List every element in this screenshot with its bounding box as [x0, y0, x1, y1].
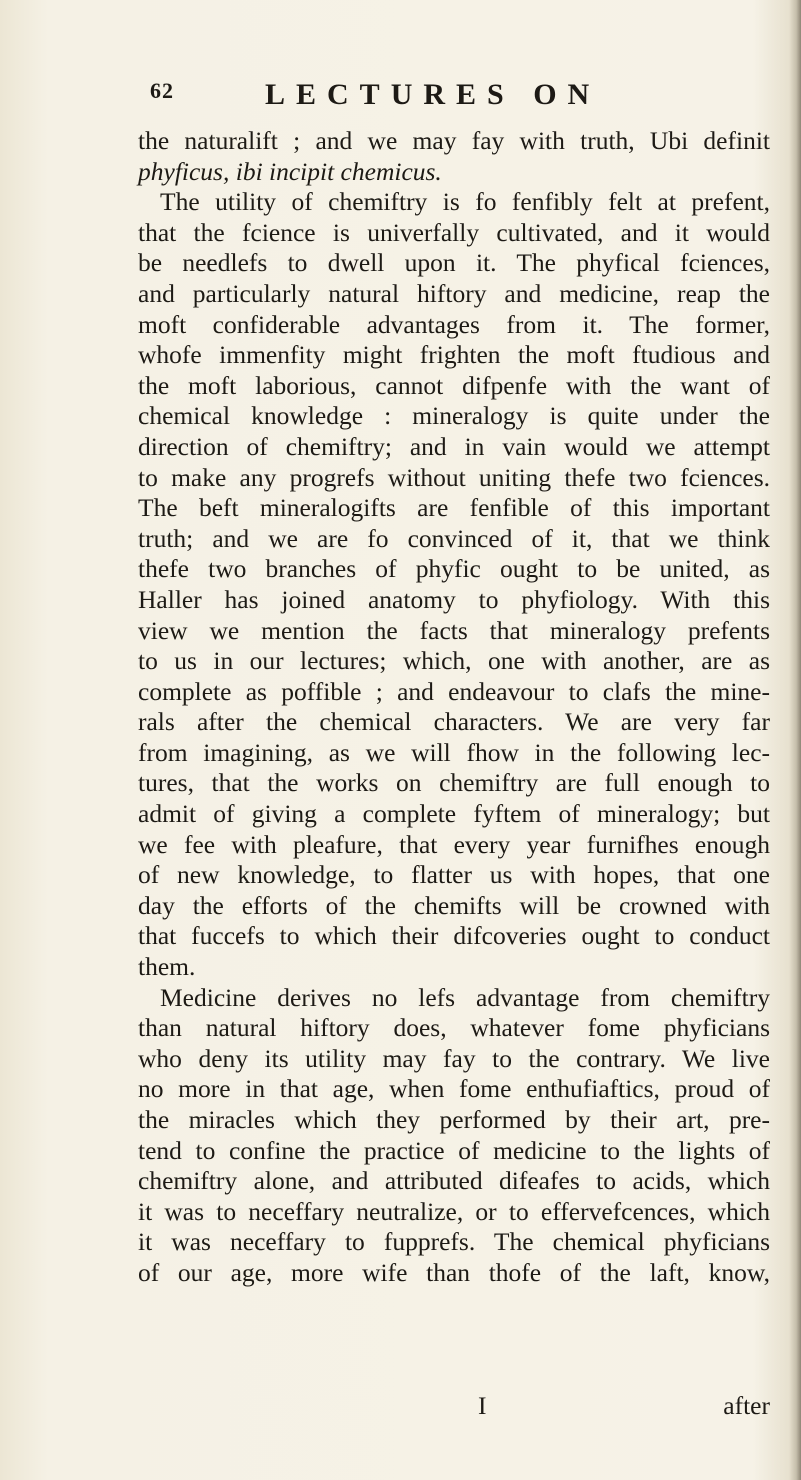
text-line: complete as poffible ; and endeavour to clafs the mine-	[138, 676, 770, 706]
body-text	[138, 126, 770, 1289]
text-line: direction of chemiftry; and in vain would we attempt	[138, 431, 770, 461]
signature-mark: I	[478, 1391, 487, 1420]
text-line: than natural hiftory does, whatever fome phyficians	[138, 1013, 770, 1043]
text-line: the miracles which they performed by their art, pre-	[138, 1105, 770, 1134]
text-line: to make any progrefs without uniting thefe two fciences.	[138, 462, 770, 492]
text-line: of new knowledge, to flatter us with hopes, that one	[138, 860, 770, 890]
text-line: we fee with pleafure, that every year furnifhes enough	[138, 829, 770, 859]
text-line: chemiftry alone, and attributed difeafes to acids, which	[138, 1166, 770, 1196]
text-line: thefe two branches of phyfic ought to be united, as	[138, 554, 770, 584]
text-line: Medicine derives no lefs advantage from chemiftry	[160, 982, 770, 1012]
text-line: that fuccefs to which their difcoveries ought to conduct	[138, 921, 770, 951]
text-line: the moft laborious, cannot difpenfe with the want of	[138, 370, 770, 400]
text-line: chemical knowledge : mineralogy is quite under the	[138, 401, 770, 431]
text-line: that the fcience is univerfally cultivated, and it would	[138, 217, 770, 247]
text-line: day the efforts of the chemifts will be crowned with	[138, 890, 770, 920]
text-line: truth; and we are fo convinced of it, that we think	[138, 523, 770, 553]
running-head	[150, 78, 770, 118]
text-line: tend to confine the practice of medicine to the lights of	[138, 1135, 770, 1165]
catchword: after	[723, 1391, 770, 1420]
text-line: be needlefs to dwell upon it. The phyfical fciences,	[138, 248, 770, 278]
text-line: and particularly natural hiftory and medicine, reap the	[138, 278, 770, 308]
page-edge-shadow	[789, 0, 801, 1480]
text-line: from imagining, as we will fhow in the following lec-	[138, 737, 770, 767]
text-line: them.	[138, 952, 196, 982]
text-line: who deny its utility may fay to the contrary. We live	[138, 1043, 770, 1073]
footer-row	[138, 1391, 770, 1422]
text-line: view we mention the facts that mineralogy prefents	[138, 615, 770, 645]
text-line: The utility of chemiftry is fo fenfibly felt at prefent,	[160, 187, 770, 217]
text-line: moft confiderable advantages from it. The former,	[138, 309, 770, 339]
text-line: the naturalift ; and we may fay with truth, Ubi definit	[138, 126, 770, 155]
text-line: Haller has joined anatomy to phyfiology. With this	[138, 584, 770, 614]
text-line: rals after the chemical characters. We are very far	[138, 707, 770, 737]
text-line: it was to neceffary neutralize, or to effervefcences, which	[138, 1196, 770, 1226]
page-number: 62	[150, 78, 174, 103]
text-line: tures, that the works on chemiftry are full enough to	[138, 768, 770, 798]
text-line: it was neceffary to fupprefs. The chemical phyficians	[138, 1227, 770, 1257]
text-line: The beft mineralogifts are fenfible of this important	[138, 493, 770, 523]
text-line: phyficus, ibi incipit chemicus.	[138, 156, 442, 186]
text-line: to us in our lectures; which, one with another, are as	[138, 646, 770, 676]
text-line: admit of giving a complete fyftem of mineralogy; but	[138, 799, 770, 829]
text-line: whofe immenfity might frighten the moft ftudious and	[138, 340, 770, 370]
text-line: of our age, more wife than thofe of the laft, know,	[138, 1257, 770, 1287]
running-title: LECTURES ON	[265, 78, 601, 111]
text-line: no more in that age, when fome enthufiaftics, proud of	[138, 1074, 770, 1104]
